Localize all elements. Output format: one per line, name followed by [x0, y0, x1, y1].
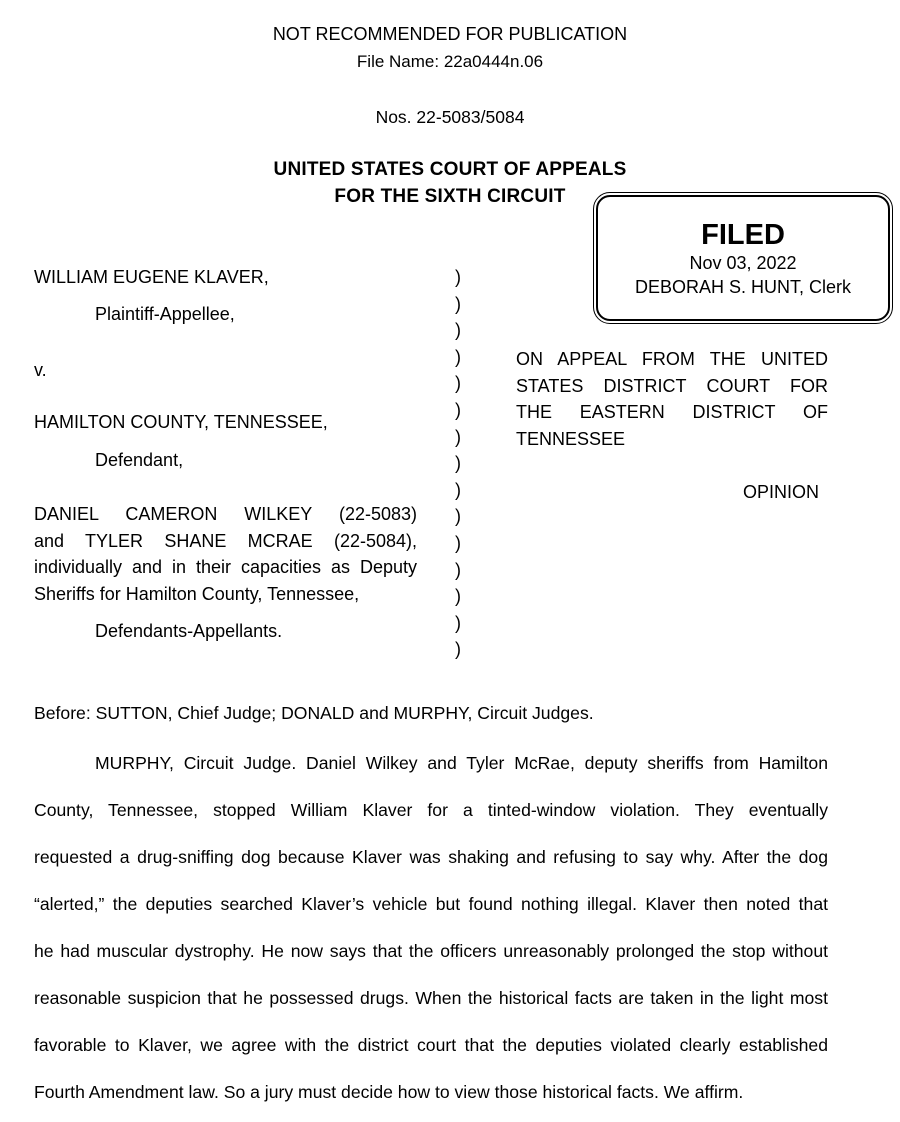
case-numbers: Nos. 22-5083/5084: [375, 107, 525, 127]
paren: ): [455, 399, 461, 420]
defendants-line: individually and in their capacities as Deputy: [34, 557, 417, 577]
paren: ): [455, 586, 461, 607]
paren: ): [455, 320, 461, 341]
paren: ): [455, 346, 461, 367]
file-name: File Name: 22a0444n.06: [356, 52, 544, 71]
court-name-line-2: FOR THE SIXTH CIRCUIT: [334, 186, 566, 207]
caption-paren-column: [455, 264, 461, 663]
paren: ): [455, 532, 461, 553]
paren: ): [455, 373, 461, 394]
paren: ): [455, 612, 461, 633]
filed-date: Nov 03, 2022: [689, 253, 797, 273]
publication-note: NOT RECOMMENDED FOR PUBLICATION: [272, 24, 628, 44]
opinion-line: Fourth Amendment law. So a jury must decide how to view those historical facts. We affirm.: [34, 1082, 744, 1102]
paren: ): [455, 506, 461, 527]
paren: ): [455, 559, 461, 580]
opinion-line: “alerted,” the deputies searched Klaver’s vehicle but found nothing illegal. Klaver then noted that: [34, 894, 828, 914]
opinion-line: MURPHY, Circuit Judge. Daniel Wilkey and Tyler McRae, deputy sheriffs from Hamilton: [95, 753, 828, 773]
opinion-label: OPINION: [743, 482, 820, 502]
paren: ): [455, 479, 461, 500]
defendants-role: Defendants-Appellants.: [95, 621, 283, 641]
defendants-appellants-names: [34, 501, 417, 607]
court-name-line-1: UNITED STATES COURT OF APPEALS: [273, 159, 627, 180]
paren: ): [455, 639, 461, 660]
opinion-line: favorable to Klaver, we agree with the district court that the deputies violated clearly established: [34, 1035, 828, 1055]
defendants-line: DANIEL CAMERON WILKEY (22-5083): [34, 504, 417, 524]
defendant-role: Defendant,: [95, 450, 184, 470]
opinion-line: County, Tennessee, stopped William Klaver for a tinted-window violation. They eventually: [34, 800, 828, 820]
opinion-line: he had muscular dystrophy. He now says that the officers unreasonably prolonged the stop without: [34, 941, 828, 961]
plaintiff-name: WILLIAM EUGENE KLAVER,: [34, 267, 269, 287]
defendants-line: and TYLER SHANE MCRAE (22-5084),: [34, 530, 417, 551]
paren: ): [455, 267, 461, 287]
versus: v.: [34, 360, 47, 380]
defendants-line: Sheriffs for Hamilton County, Tennessee,: [34, 583, 360, 604]
opinion-paragraph: [34, 740, 828, 1116]
paren: ): [455, 453, 461, 474]
filed-stamp: [596, 195, 890, 321]
appeal-from-statement: ON APPEAL FROM THE UNITED STATES DISTRICT COURT FOR THE EASTERN DISTRICT OF TENNESSEE: [516, 349, 828, 450]
clerk-name: DEBORAH S. HUNT, Clerk: [634, 277, 852, 297]
paren: ): [455, 426, 461, 447]
panel-judges: Before: SUTTON, Chief Judge; DONALD and MURPHY, Circuit Judges.: [34, 703, 594, 723]
filed-label: FILED: [701, 219, 785, 251]
plaintiff-role: Plaintiff-Appellee,: [95, 304, 235, 324]
opinion-line: reasonable suspicion that he possessed drugs. When the historical facts are taken in the light most: [34, 988, 828, 1008]
opinion-line: requested a drug-sniffing dog because Klaver was shaking and refusing to say why. After the dog: [34, 847, 828, 867]
paren: ): [455, 293, 461, 314]
defendant-name: HAMILTON COUNTY, TENNESSEE,: [34, 412, 328, 432]
